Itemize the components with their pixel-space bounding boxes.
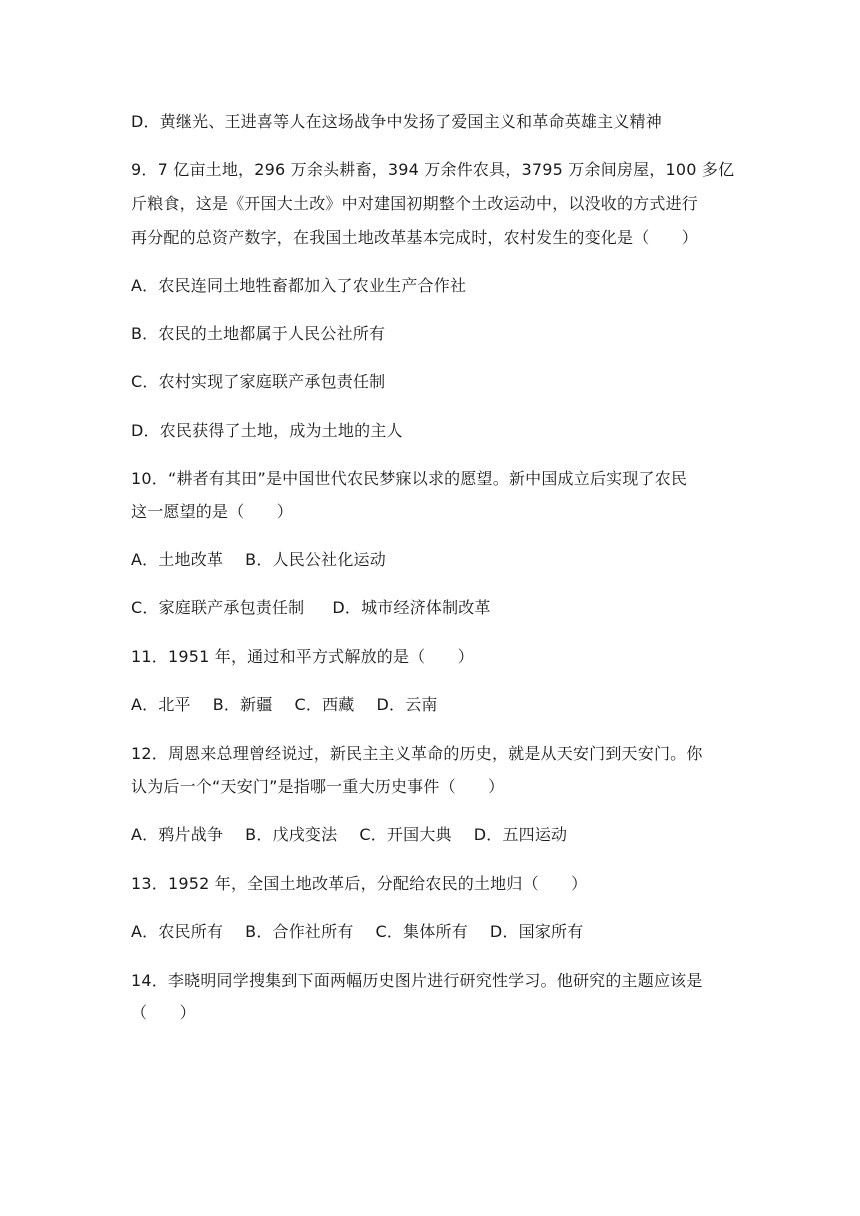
q14-stem-line-1: 14．李晓明同学搜集到下面两幅历史图片进行研究性学习。他研究的主题应该是 — [131, 971, 703, 990]
q11-option-b: B．新疆 — [212, 695, 273, 714]
q12-option-d: D．五四运动 — [473, 825, 568, 844]
q10-option-a: A．土地改革 — [131, 550, 224, 569]
q9-option-d: D．农民获得了土地，成为土地的主人 — [131, 421, 403, 440]
q12-option-c: C．开国大典 — [359, 825, 452, 844]
q12-option-a: A．鸦片战争 — [131, 825, 224, 844]
q9-stem-line-2: 斤粮食，这是《开国大土改》中对建国初期整个土改运动中，以没收的方式进行 — [131, 194, 699, 213]
q11-option-c: C．西藏 — [294, 695, 355, 714]
q13-options — [131, 922, 741, 942]
q10-options-row-1 — [131, 550, 741, 570]
q10-option-d: D．城市经济体制改革 — [332, 598, 491, 617]
q13-stem: 13．1952 年，全国土地改革后，分配给农民的土地归（ ） — [131, 874, 588, 893]
q8-option-d: D．黄继光、王进喜等人在这场战争中发扬了爱国主义和革命英雄主义精神 — [131, 112, 662, 131]
q11-option-a: A．北平 — [131, 695, 191, 714]
q12-options — [131, 825, 741, 845]
q9-option-c: C．农村实现了家庭联产承包责任制 — [131, 372, 386, 391]
q11-options — [131, 695, 741, 715]
q12-stem-line-1: 12．周恩来总理曾经说过，新民主主义革命的历史，就是从天安门到天安门。你 — [131, 744, 703, 763]
q9-stem-line-3: 再分配的总资产数字，在我国土地改革基本完成时，农村发生的变化是（ ） — [131, 228, 699, 247]
q13-option-c: C．集体所有 — [375, 922, 468, 941]
q13-option-b: B．合作社所有 — [245, 922, 354, 941]
q11-stem: 11．1951 年，通过和平方式解放的是（ ） — [131, 647, 474, 666]
q10-option-b: B．人民公社化运动 — [245, 550, 386, 569]
q12-stem-line-2: 认为后一个“天安门”是指哪一重大历史事件（ ） — [131, 777, 505, 796]
q10-option-c: C．家庭联产承包责任制 — [131, 598, 305, 617]
q10-options-row-2 — [131, 598, 741, 618]
q13-option-a: A．农民所有 — [131, 922, 224, 941]
q10-stem-line-2: 这一愿望的是（ ） — [131, 502, 294, 521]
q9-option-b: B．农民的土地都属于人民公社所有 — [131, 324, 386, 343]
q10-stem-line-1: 10．“耕者有其田”是中国世代农民梦寐以求的愿望。新中国成立后实现了农民 — [131, 469, 688, 488]
q9-stem-line-1: 9．7 亿亩土地，296 万余头耕畜，394 万余件农具，3795 万余间房屋，100 多亿 — [131, 160, 735, 179]
q13-option-d: D．国家所有 — [489, 922, 584, 941]
q14-stem-line-2: （ ） — [131, 1003, 196, 1022]
q12-option-b: B．戊戌变法 — [245, 825, 338, 844]
q9-option-a: A．农民连同土地牲畜都加入了农业生产合作社 — [131, 276, 467, 295]
q11-option-d: D．云南 — [376, 695, 438, 714]
